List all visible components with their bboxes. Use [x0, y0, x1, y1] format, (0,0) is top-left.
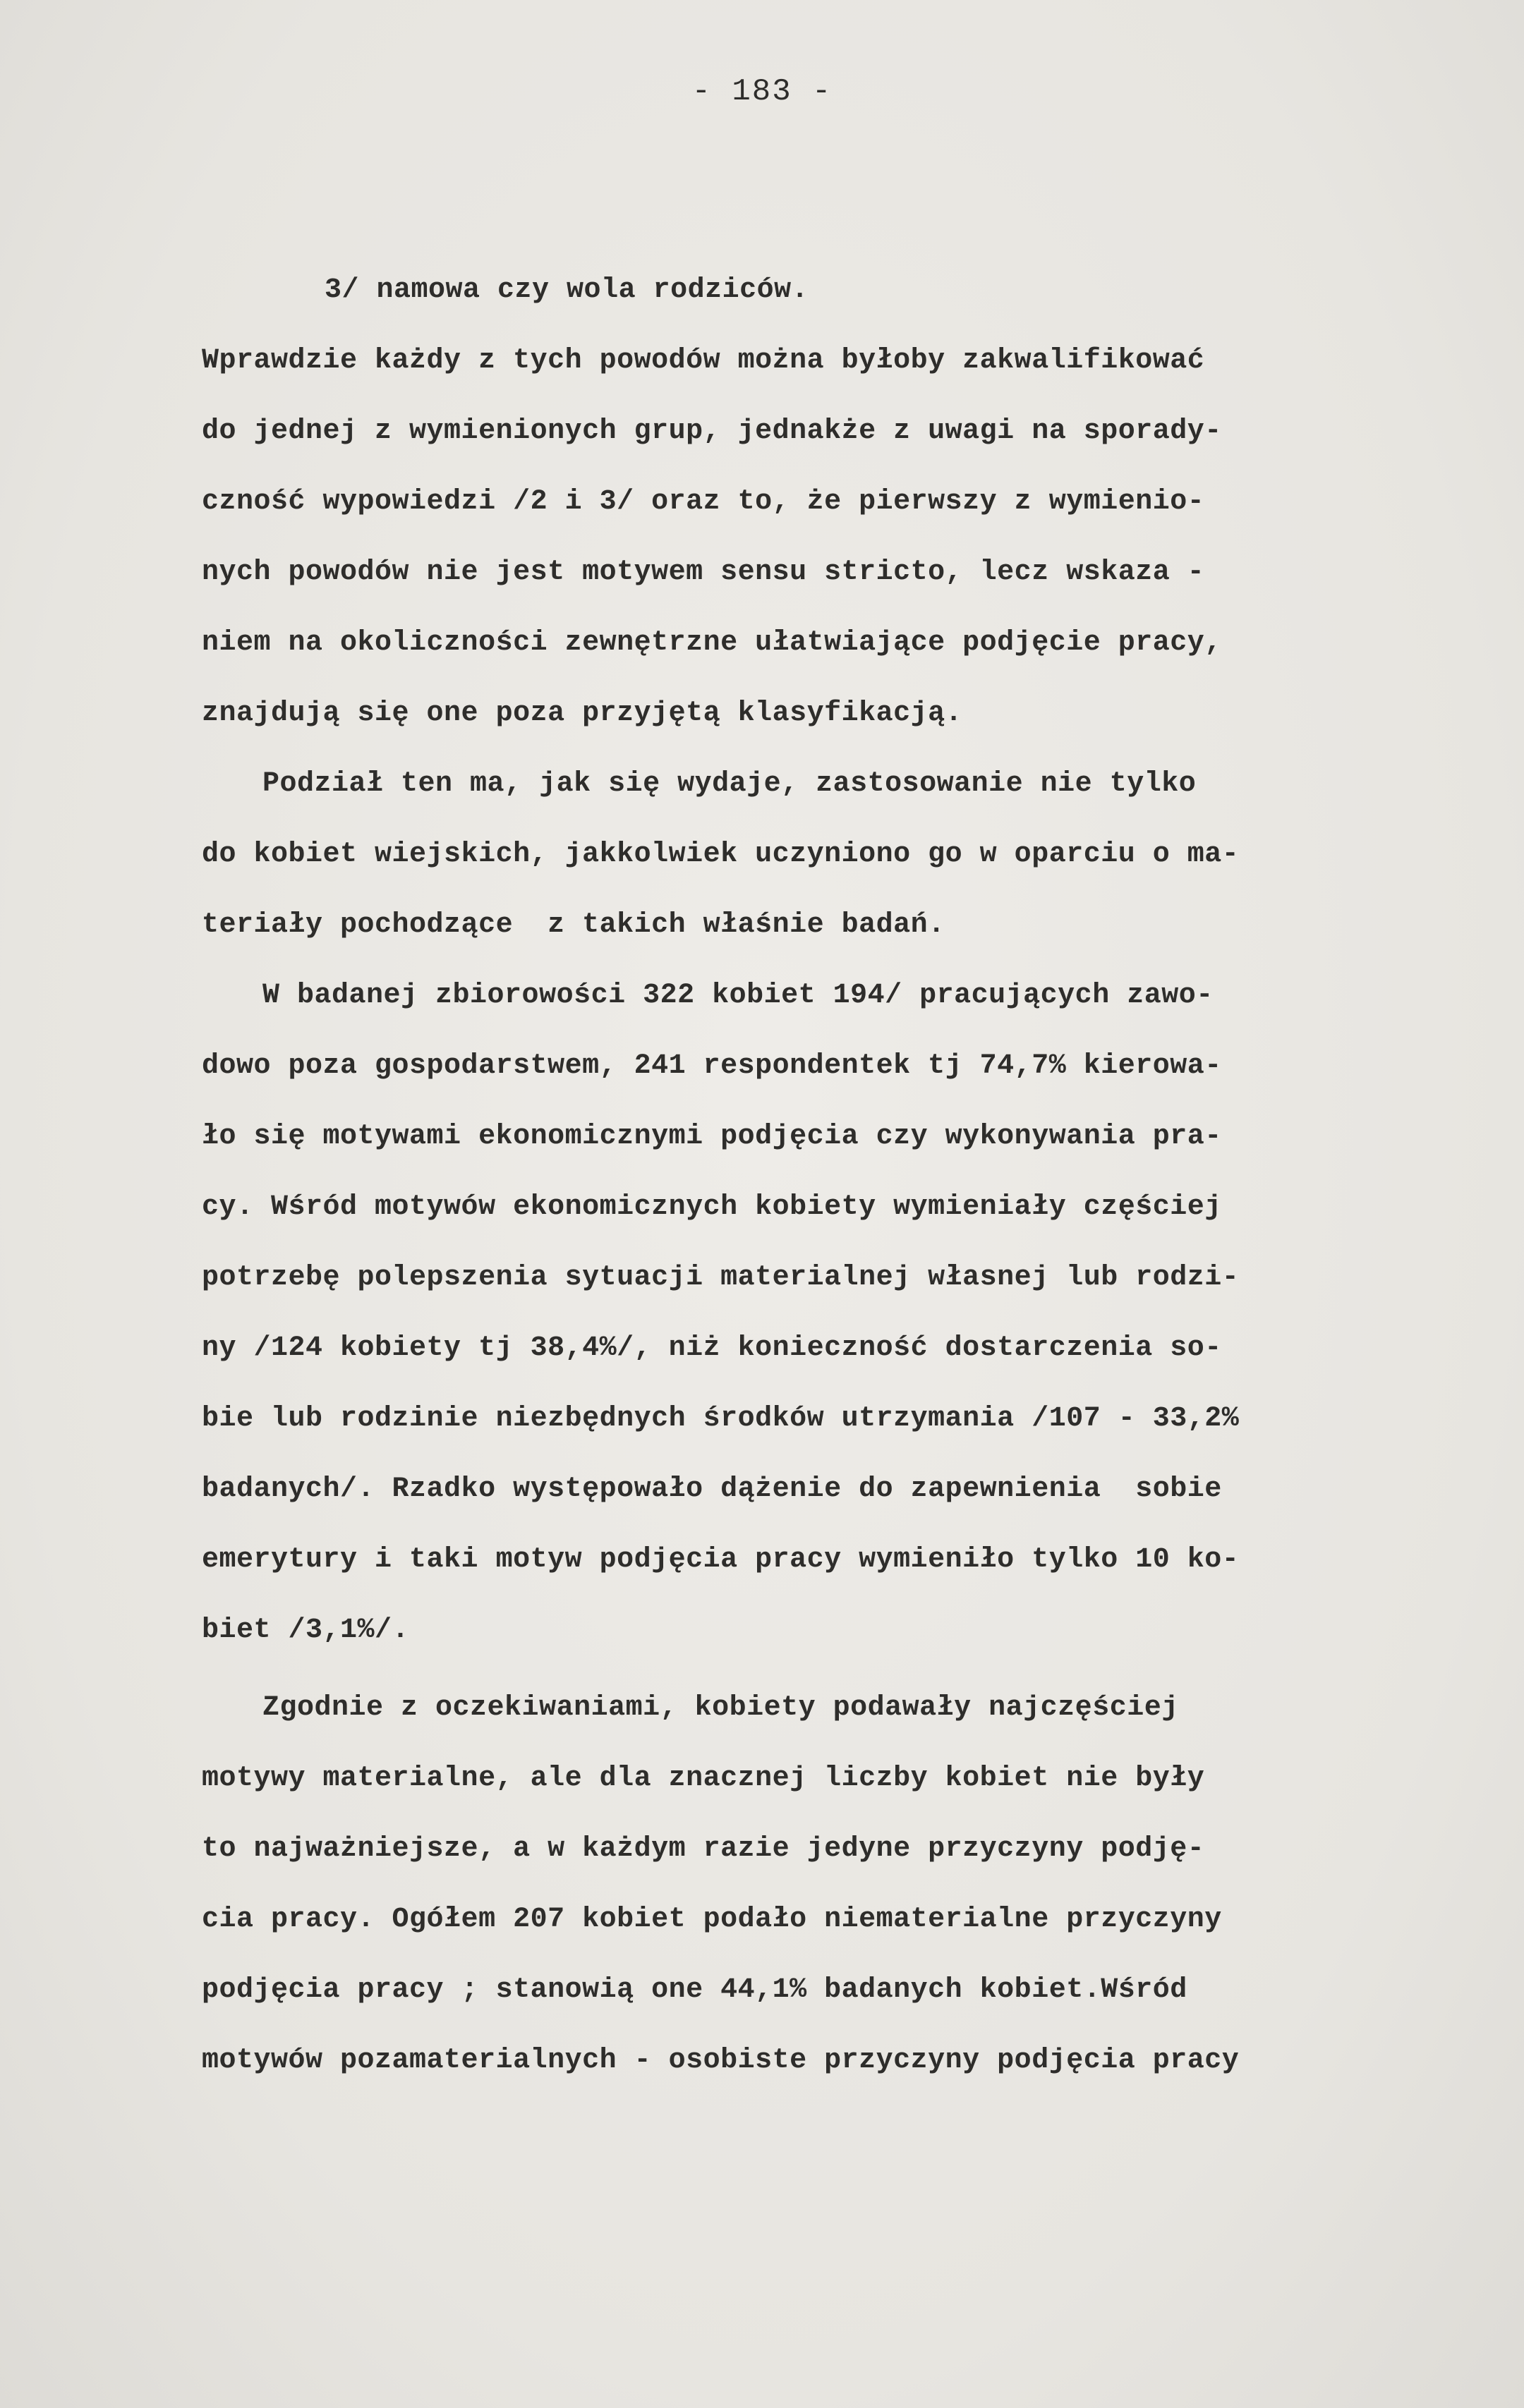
text-line: niem na okoliczności zewnętrzne ułatwiające podjęcie pracy,	[202, 627, 1222, 659]
text-line: bie lub rodzinie niezbędnych środków utrzymania /107 - 33,2%	[202, 1403, 1240, 1435]
body-text	[202, 255, 1493, 2096]
text-line: do jednej z wymienionych grup, jednakże z uwagi na sporady-	[202, 415, 1222, 447]
text-line: W badanej zbiorowości 322 kobiet 194/ pracujących zawo-	[262, 980, 1214, 1011]
text-line: ło się motywami ekonomicznymi podjęcia czy wykonywania pra-	[202, 1121, 1222, 1153]
text-line: Wprawdzie każdy z tych powodów można byłoby zakwalifikować	[202, 345, 1205, 377]
text-line: motywy materialne, ale dla znacznej liczby kobiet nie były	[202, 1763, 1205, 1794]
text-line: do kobiet wiejskich, jakkolwiek uczyniono go w oparciu o ma-	[202, 839, 1240, 870]
text-line: ny /124 kobiety tj 38,4%/, niż konieczność dostarczenia so-	[202, 1332, 1222, 1364]
text-line: czność wypowiedzi /2 i 3/ oraz to, że pierwszy z wymienio-	[202, 486, 1205, 518]
text-line: teriały pochodzące z takich właśnie badań.	[202, 909, 945, 941]
text-line: cy. Wśród motywów ekonomicznych kobiety wymieniały częściej	[202, 1191, 1222, 1223]
text-line: 3/ namowa czy wola rodziców.	[325, 274, 809, 306]
text-line: motywów pozamaterialnych - osobiste przyczyny podjęcia pracy	[202, 2045, 1240, 2076]
text-line: nych powodów nie jest motywem sensu stricto, lecz wskaza -	[202, 557, 1205, 588]
text-line: badanych/. Rzadko występowało dążenie do zapewnienia sobie	[202, 1473, 1222, 1505]
text-line: cia pracy. Ogółem 207 kobiet podało niematerialne przyczyny	[202, 1904, 1222, 1935]
text-line: Podział ten ma, jak się wydaje, zastosowanie nie tylko	[262, 768, 1197, 800]
page-number: - 183 -	[691, 74, 833, 109]
text-line: dowo poza gospodarstwem, 241 respondentek tj 74,7% kierowa-	[202, 1050, 1222, 1082]
text-line: Zgodnie z oczekiwaniami, kobiety podawały najczęściej	[262, 1692, 1179, 1724]
text-line: znajdują się one poza przyjętą klasyfikacją.	[202, 698, 963, 729]
text-line: to najważniejsze, a w każdym razie jedyne przyczyny podję-	[202, 1833, 1205, 1865]
text-line: emerytury i taki motyw podjęcia pracy wymieniło tylko 10 ko-	[202, 1544, 1240, 1576]
text-line: podjęcia pracy ; stanowią one 44,1% badanych kobiet.Wśród	[202, 1974, 1187, 2006]
text-line: biet /3,1%/.	[202, 1615, 410, 1646]
paragraph-gap	[202, 1666, 1493, 1673]
text-line: potrzebę polepszenia sytuacji materialnej własnej lub rodzi-	[202, 1262, 1240, 1294]
